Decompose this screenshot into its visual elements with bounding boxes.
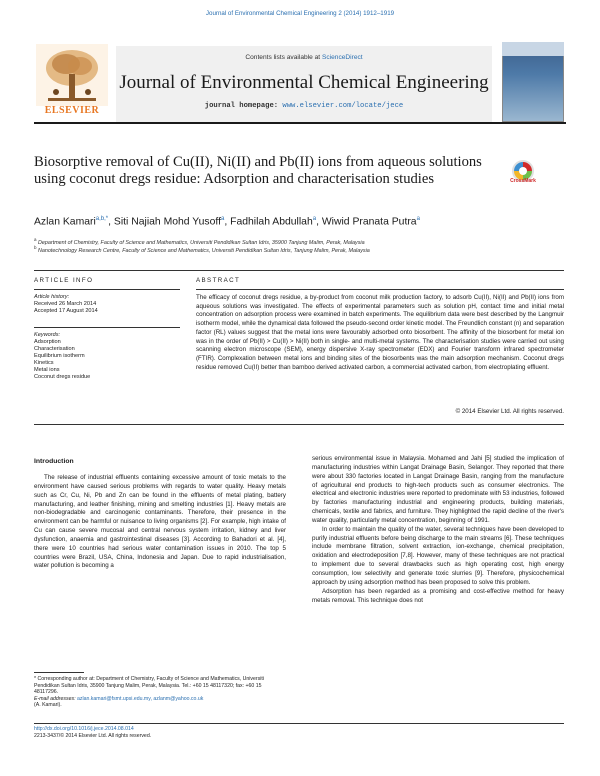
email-owner: (A. Kamari). xyxy=(34,702,62,709)
affiliation xyxy=(34,245,564,254)
section-heading: Introduction xyxy=(34,458,74,465)
divider xyxy=(34,424,564,425)
keywords-label: Keywords: xyxy=(34,332,61,338)
divider xyxy=(34,270,564,271)
sciencedirect-link[interactable]: ScienceDirect xyxy=(321,54,363,61)
contents-line xyxy=(116,54,492,61)
publication-details xyxy=(34,726,434,739)
author-affiliation-mark: a xyxy=(312,216,317,222)
article-history xyxy=(34,294,184,315)
footnotes xyxy=(34,676,286,709)
author-name[interactable]: Wiwid Pranata Putra xyxy=(321,216,417,228)
accepted-date: Accepted 17 August 2014 xyxy=(34,308,98,314)
doi-link[interactable]: http://dx.doi.org/10.1016/j.jece.2014.08.014 xyxy=(34,726,134,732)
divider xyxy=(34,327,180,328)
divider xyxy=(196,289,564,290)
affiliation-mark: a xyxy=(34,237,37,242)
affiliation-text: Nanotechnology Research Centre, Faculty of Science and Mathematics, Universiti Pendidikan Sultan Idris, Tanjung Malim, Perak, Malaysia xyxy=(38,247,370,254)
keyword: Characterisation xyxy=(34,346,75,352)
homepage-line xyxy=(116,102,492,110)
paragraph: Adsorption has been regarded as a promising and cost-effective method for heavy metals removal. This technique does not xyxy=(312,587,564,604)
footnote-divider xyxy=(34,672,84,673)
keyword: Coconut dregs residue xyxy=(34,374,91,380)
history-label: Article history: xyxy=(34,294,70,300)
author-name[interactable]: Siti Najiah Mohd Yusoff xyxy=(113,216,221,228)
corresponding-author-note: * Corresponding author at: Department of Chemistry, Faculty of Science and Mathematics, Universiti Pendidikan Sultan Idris, 35900 Tanjung Malim, Perak, Malaysia. Tel.: +60 15 48117320; fax: +60 15 48117296. xyxy=(34,676,264,696)
author-affiliation-mark: a xyxy=(220,216,225,222)
keyword: Metal ions xyxy=(34,367,60,373)
affiliation-text: Department of Chemistry, Faculty of Science and Mathematics, Universiti Pendidikan Sultan Idris, 35900 Tanjung Malim, Perak, Malaysia xyxy=(38,239,365,246)
abstract-text: The efficacy of coconut dregs residue, a by-product from coconut milk production factory, to adsorb Cu(II), Ni(II) and Pb(II) ions from aqueous solutions was investigated. The effects of experimental parameters such as solution pH, contact time and initial metal concentration on adsorption process were examined in batch experiments. The equilibrium data were best described by the Langmuir isotherm model, while the dynamical data followed the pseudo-second order kinetic model. The Freundlich constant (n) and separation factor (RL) values suggest that the metal ions were favourably adsorbed onto biosorbent. The affinity of the biosorbent for metal ion was in the order of Pb(II) > Cu(II) > Ni(II) both in single- and multi-metal systems. The characterisation studies were carried out using scanning electron microscope (SEM), energy dispersive X-ray spectrometer (EDX) and Fourier transform infrared spectrometer (FTIR). Complexation between metal ions and binding sites of the biosorbents was the main adsorption mechanism. Coconut dregs residue removed Cu(II) better than bamboo derived activated carbon, a commercial activated carbon, from electroplating effluent. xyxy=(196,294,564,371)
keyword: Adsorption xyxy=(34,339,61,345)
keyword: Equilibrium isotherm xyxy=(34,353,85,359)
issn-line: 2213-3437/© 2014 Elsevier Ltd. All rights reserved. xyxy=(34,732,152,739)
homepage-prefix: journal homepage: xyxy=(204,102,283,110)
contents-prefix: Contents lists available at xyxy=(245,54,322,61)
abstract-copyright: © 2014 Elsevier Ltd. All rights reserved. xyxy=(455,408,564,415)
body-right-column xyxy=(312,455,564,605)
crossmark-icon[interactable] xyxy=(506,158,540,192)
paragraph: In order to maintain the quality of the water, several techniques have been developed to purify industrial effluents before being discharge to the main streams [6]. These techniques include membrane filtration, solvent extraction, ion-exchange, chemical precipitation, oxidation and electrodeposition [7,8]. However, many of these techniques are not practical to implement due to several drawbacks such as high operating cost, high energy consumption, low selectivity and generate toxic slurries [9]. Therefore, physicochemical approach by using adsorption method has been proposed to solve this problem. xyxy=(312,525,564,586)
article-title: Biosorptive removal of Cu(II), Ni(II) and Pb(II) ions from aqueous solutions using coconut dregs residue: Adsorption and characterisation studies xyxy=(34,154,482,187)
journal-cover-band xyxy=(502,42,564,56)
keyword: Kinetics xyxy=(34,360,54,366)
elsevier-tree-logo[interactable] xyxy=(36,44,108,106)
homepage-link[interactable]: www.elsevier.com/locate/jece xyxy=(282,102,404,110)
paragraph: serious environmental issue in Malaysia. Mohamed and Jahi [5] studied the implication of manufacturing industries within Langat Drainage Basin, Selangor. They reported that there were about 330 factories located in Langat Drainage Basin, ranging from the manufacture of agricultural end products to high-tech products such as consumer electronics. The electrical and electronic industries were reported to predominate with 53 industries, followed by factories manufacturing industrial and engineering products, building materials, chemicals, textile and fabrics, and furniture. They highlighted the rapid decline of the river's water quality, particularly metal concentration, beginning of 1991. xyxy=(312,455,564,524)
body-left-column xyxy=(34,474,286,571)
author-list: Azlan Kamari$^{a,b,*}$, Siti Najiah Mohd Yusoff$^a$, Fadhilah Abdullah$^a$, Wiwid Pranata Putra$^a$ xyxy=(34,216,420,228)
email-label: E-mail addresses: xyxy=(34,695,77,702)
crossmark-label[interactable]: CrossMark xyxy=(510,178,536,184)
article-info-caption: ARTICLE INFO xyxy=(34,277,94,284)
journal-title: Journal of Environmental Chemical Engineering xyxy=(119,72,489,93)
email-links[interactable]: azlan.kamari@fsmt.upsi.edu.my, azlanm@yahoo.co.uk xyxy=(76,695,204,702)
paragraph: The release of industrial effluents containing excessive amount of toxic metals to the environment have caused serious problems with regards to water quality. Heavy metals such as Cr, Cu, Ni, Pb and Zn can be found in the effluents of metal plating, battery manufacturing, and leather finishing, mining and smelting industries [1]. Heavy metals are non-biodegradable and carcinogenic contaminants. Therefore, their presence in the environment can be harmful or nuisance to living organisms [2]. For example, high intake of Cu can cause severe mucosal and central nervous system irritation, kidney and liver dysfunction, anaemia and gastrointestinal diseases [3]. According to Bahadori et al. [4], there were 10 countries had serious water contamination issues in 2010. The top 5 countries were Brazil, USA, China, Indonesia and Japan. Due to rapid industrialisation, water pollution is becoming a xyxy=(34,474,286,570)
journal-reference[interactable]: Journal of Environmental Chemical Engineering 2 (2014) 1912–1919 xyxy=(205,10,395,17)
author-name[interactable]: Azlan Kamari xyxy=(34,216,96,228)
abstract-caption: ABSTRACT xyxy=(196,277,241,284)
author-affiliation-mark: a,b,* xyxy=(95,216,109,222)
received-date: Received 26 March 2014 xyxy=(34,301,97,307)
email-note xyxy=(34,696,286,703)
author-name[interactable]: Fadhilah Abdullah xyxy=(230,216,313,228)
affiliation-mark: b xyxy=(34,245,37,250)
divider xyxy=(34,289,180,290)
divider xyxy=(34,723,564,724)
publisher-name: ELSEVIER xyxy=(44,105,100,116)
keywords-block xyxy=(34,332,184,381)
author-affiliation-mark: a xyxy=(416,216,420,222)
